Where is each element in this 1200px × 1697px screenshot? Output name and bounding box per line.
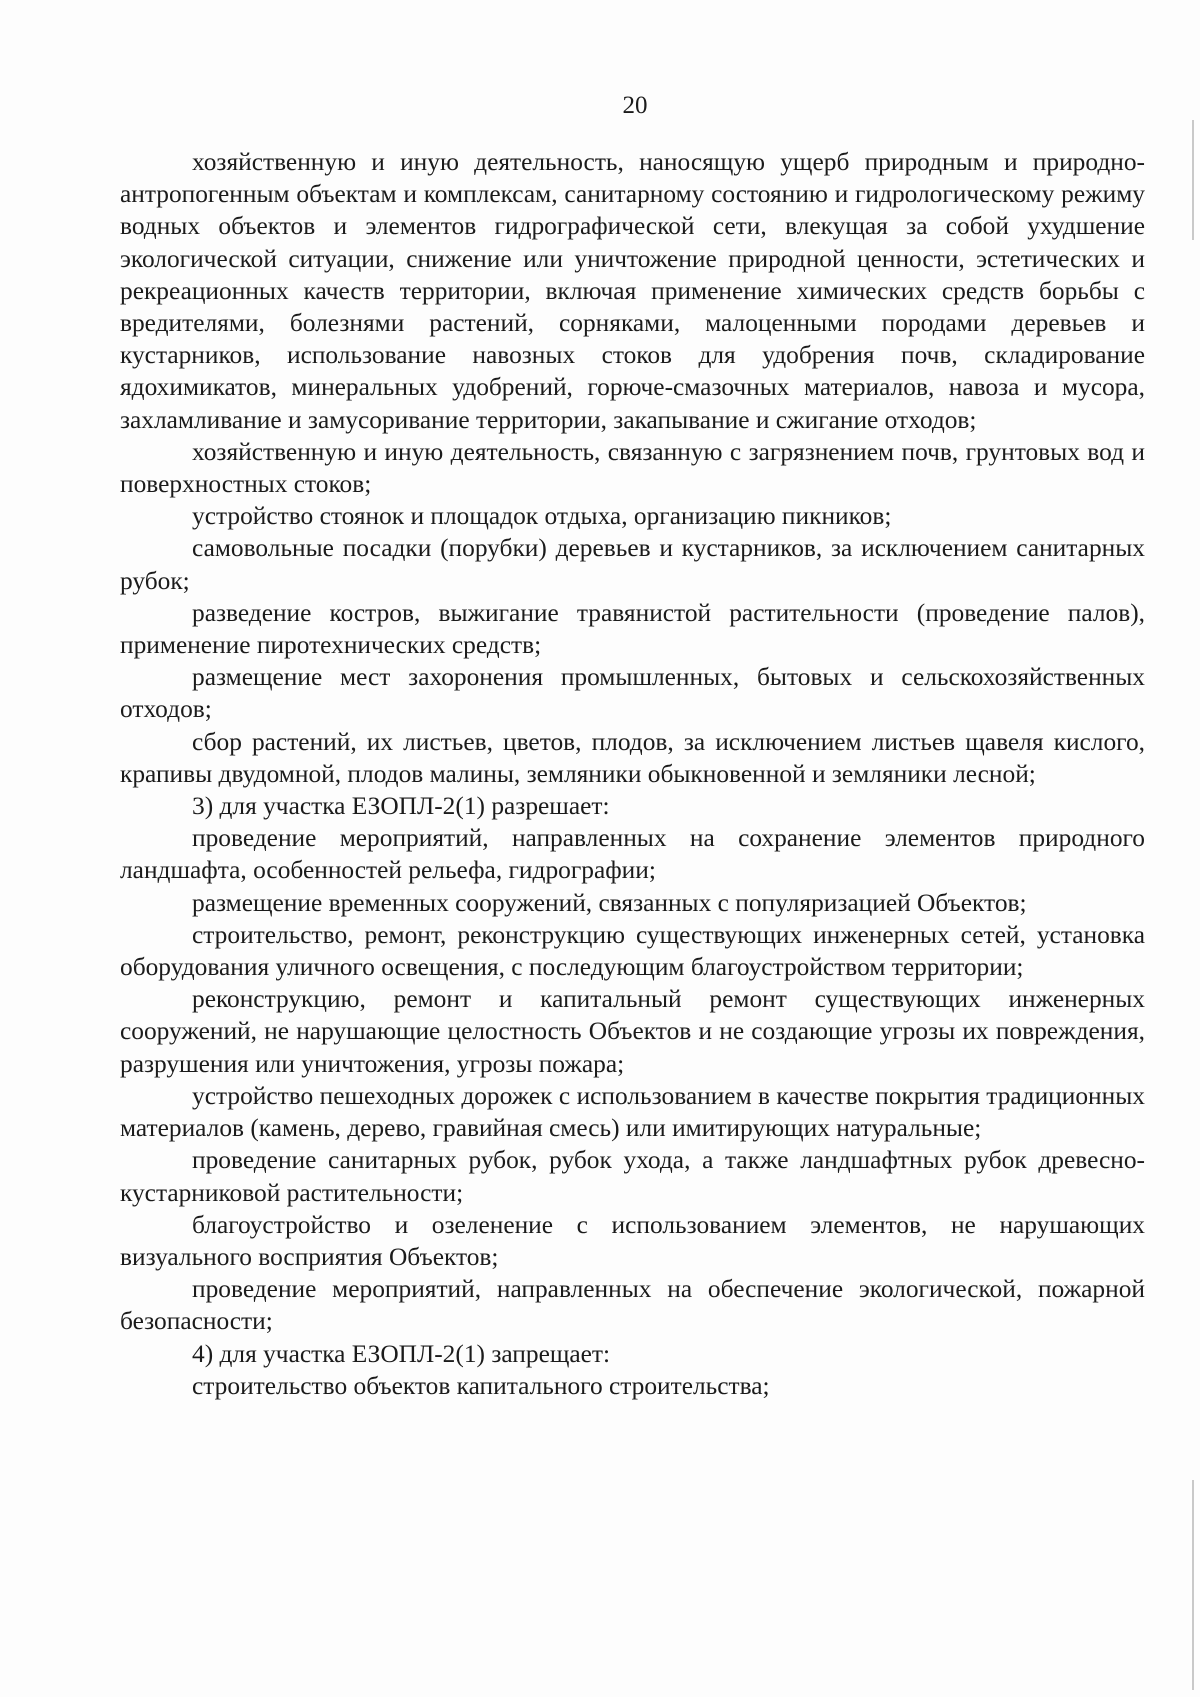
scan-edge-mark: [1192, 1480, 1194, 1690]
paragraph: проведение мероприятий, направленных на сохранение элементов природного ландшафта, особенностей рельефа, гидрографии;: [120, 824, 1145, 885]
scan-edge-mark: [1192, 120, 1194, 240]
paragraph: разведение костров, выжигание травянистой растительности (проведение палов), применение пиротехнических средств;: [120, 598, 1145, 660]
document-body: [120, 146, 1145, 1402]
paragraph: самовольные посадки (порубки) деревьев и кустарников, за исключением санитарных рубок;: [120, 534, 1145, 595]
section-heading: 4) для участка ЕЗОПЛ-2(1) запрещает:: [192, 1339, 611, 1368]
paragraph: благоустройство и озеленение с использованием элементов, не нарушающих визуального восприятия Объектов;: [120, 1210, 1145, 1271]
paragraph: размещение мест захоронения промышленных, бытовых и сельскохозяйственных отходов;: [120, 663, 1145, 724]
paragraph: хозяйственную и иную деятельность, наносящую ущерб природным и природно-антропогенным объектам и комплексам, санитарному состоянию и гидрологическому режиму водных объектов и элементов гидрографической сети, влекущая за собой ухудшение экологической ситуации, снижение или уничтожение природной ценности, эстетических и рекреационных качеств территории, включая применение химических средств борьбы с вредителями, болезнями растений, сорняками, малоценными породами деревьев и кустарников, использование навозных стоков для удобрения почв, складирование ядохимикатов, минеральных удобрений, горюче-смазочных материалов, навоза и мусора, захламливание и замусоривание территории, закапывание и сжигание отходов;: [120, 148, 1145, 434]
paragraph: проведение санитарных рубок, рубок ухода, а также ландшафтных рубок древесно-кустарниковой растительности;: [120, 1146, 1145, 1207]
paragraph: строительство, ремонт, реконструкцию существующих инженерных сетей, установка оборудования уличного освещения, с последующим благоустройством территории;: [120, 920, 1145, 982]
page-number: 20: [622, 92, 648, 119]
paragraph: сбор растений, их листьев, цветов, плодов, за исключением листьев щавеля кислого, крапивы двудомной, плодов малины, земляники обыкновенной и земляники лесной;: [120, 727, 1145, 788]
paragraph: реконструкцию, ремонт и капитальный ремонт существующих инженерных сооружений, не нарушающие целостность Объектов и не создающие угрозы их повреждения, разрушения или уничтожения, угрозы пожара;: [120, 985, 1145, 1078]
paragraph: проведение мероприятий, направленных на обеспечение экологической, пожарной безопасности;: [120, 1275, 1145, 1336]
paragraph: хозяйственную и иную деятельность, связанную с загрязнением почв, грунтовых вод и поверхностных стоков;: [120, 437, 1145, 499]
paragraph: строительство объектов капитального строительства;: [192, 1371, 770, 1400]
section-heading: 3) для участка ЕЗОПЛ-2(1) разрешает:: [192, 792, 610, 821]
paragraph: устройство пешеходных дорожек с использованием в качестве покрытия традиционных материалов (камень, дерево, гравийная смесь) или имитирующих натуральные;: [120, 1081, 1145, 1143]
paragraph: устройство стоянок и площадок отдыха, организацию пикников;: [192, 502, 892, 531]
paragraph: размещение временных сооружений, связанных с популяризацией Объектов;: [192, 888, 1027, 917]
